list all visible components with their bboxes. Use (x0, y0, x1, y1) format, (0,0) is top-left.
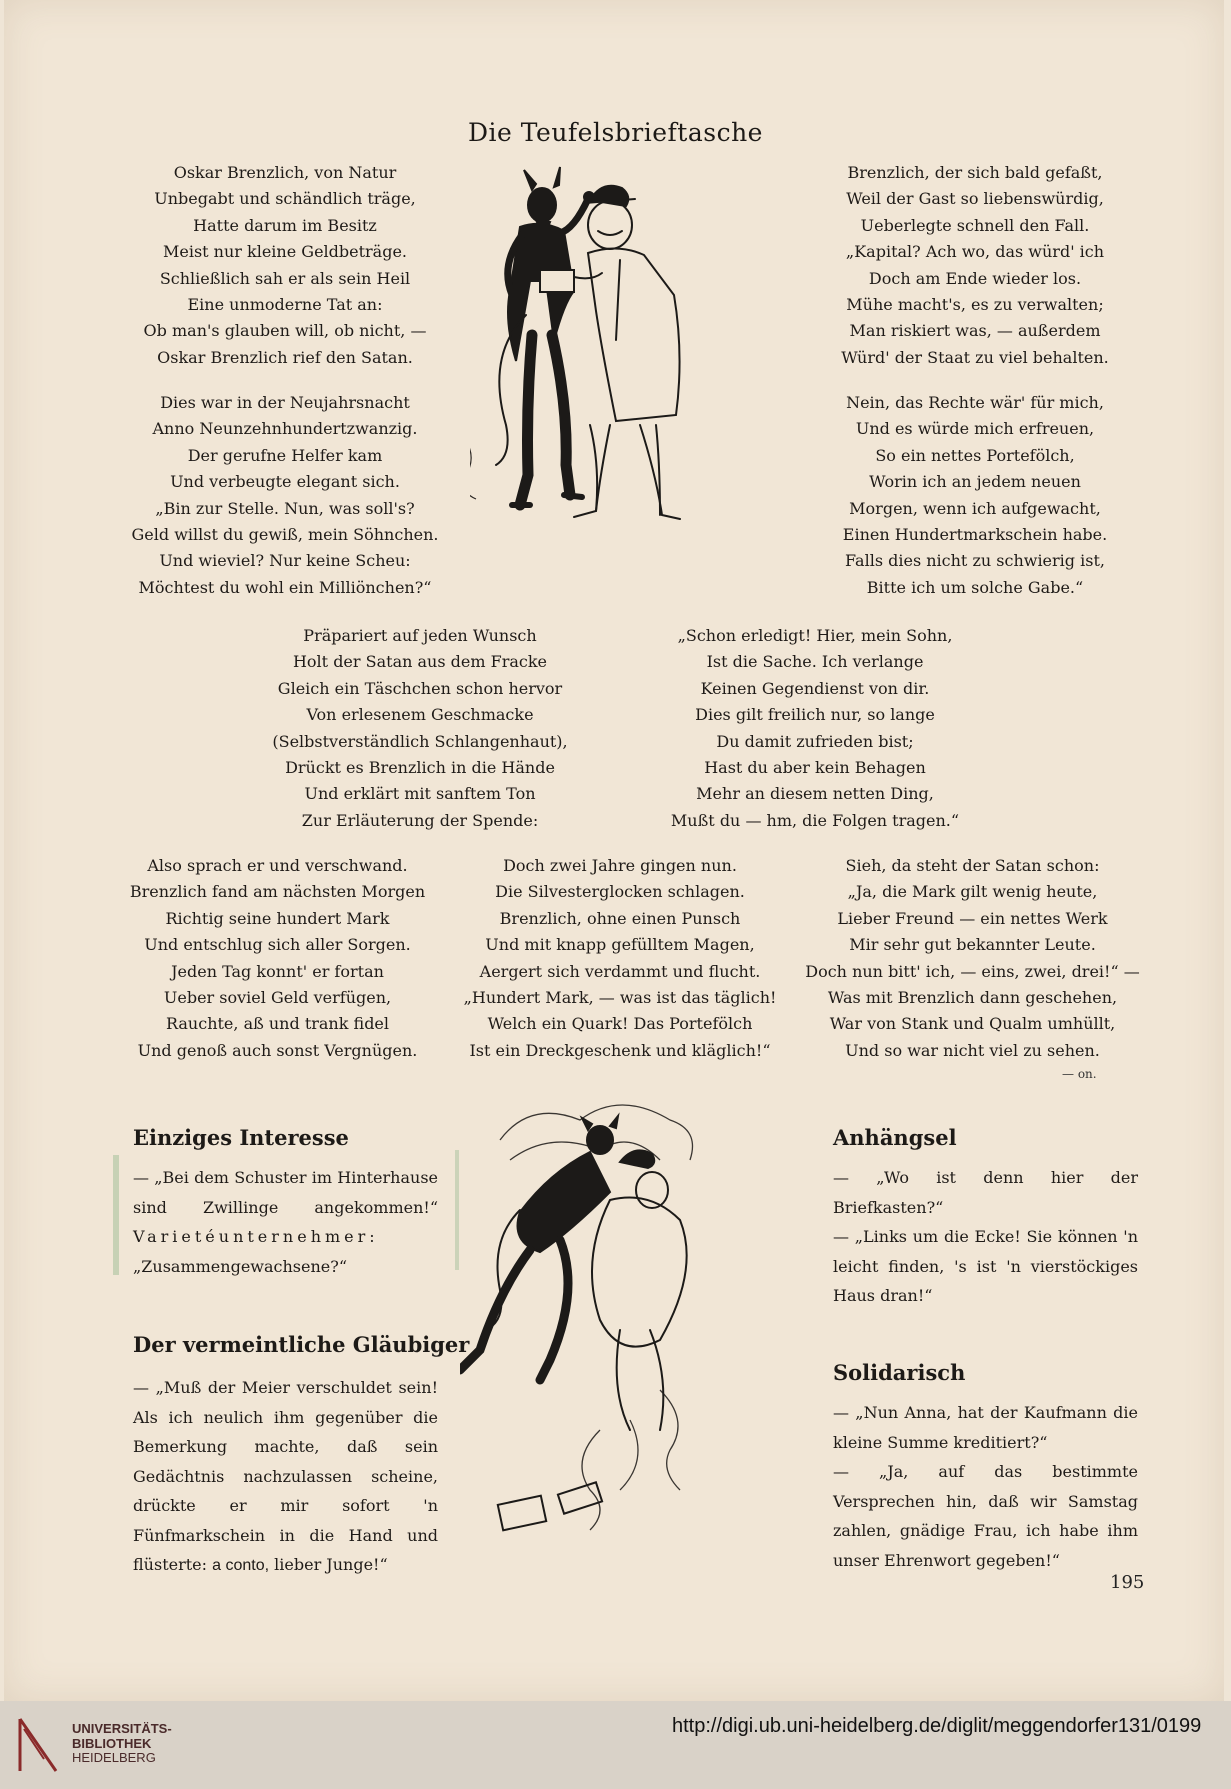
verse-line: „Ja, die Mark gilt wenig heute, (847, 882, 1098, 902)
page-title: Die Teufelsbrieftasche (468, 118, 763, 147)
verse-line: Mehr an diesem netten Ding, (696, 784, 934, 804)
stanza-mid-right (660, 623, 970, 834)
verse-line: Möchtest du wohl ein Milliönchen?“ (138, 577, 432, 597)
verse-line: Bitte ich um solche Gabe.“ (866, 577, 1084, 597)
library-name-line: BIBLIOTHEK (72, 1735, 152, 1751)
verse-line: Lieber Freund — ein nettes Werk (837, 908, 1108, 928)
verse-line: Rauchte, aß und trank fidel (165, 1014, 390, 1034)
verse-line: Man riskiert was, — außerdem (849, 321, 1101, 341)
verse-line: Und erklärt mit sanftem Ton (304, 784, 536, 804)
verse-line: Einen Hundertmarkschein habe. (842, 524, 1108, 544)
verse-line: „Kapital? Ach wo, das würd' ich (845, 242, 1105, 262)
verse-line: Oskar Brenzlich, von Natur (173, 163, 397, 182)
verse-line: Jeden Tag konnt' er fortan (171, 961, 384, 981)
paper-stain (113, 1155, 119, 1275)
verse-line: Geld willst du gewiß, mein Söhnchen. (131, 524, 439, 544)
verse-line: Brenzlich, der sich bald gefaßt, (847, 163, 1103, 182)
verse-line: Doch am Ende wieder los. (868, 268, 1082, 288)
verse-line: Unbegabt und schändlich träge, (154, 189, 416, 209)
verse-line: Mühe macht's, es zu verwalten; (846, 294, 1104, 314)
joke-line: — „Links um die Ecke! Sie können 'n leicht finden, 's ist 'n vierstöckiges Haus dran!“ (833, 1227, 1138, 1305)
verse-line: Dies gilt freilich nur, so lange (695, 705, 935, 725)
verse-line: Aergert sich verdammt und flucht. (479, 961, 761, 981)
verse-line: Und entschlug sich aller Sorgen. (144, 935, 411, 955)
verse-line: War von Stank und Qualm umhüllt, (829, 1014, 1116, 1034)
verse-line: Doch zwei Jahre gingen nun. (503, 856, 737, 875)
author-signature: — on. (1062, 1067, 1097, 1081)
verse-line: Hatte darum im Besitz (193, 215, 377, 235)
stanza-mid-left (270, 623, 570, 834)
joke-line: „Zusammengewachsene?“ (133, 1256, 347, 1276)
verse-line: Doch nun bitt' ich, — eins, zwei, drei!“ — (805, 961, 1140, 981)
verse-line: Und genoß auch sonst Vergnügen. (137, 1040, 418, 1060)
verse-line: So ein nettes Portefölch, (875, 445, 1075, 465)
verse-line: Und verbeugte elegant sich. (170, 472, 400, 492)
verse-line: Dies war in der Neujahrsnacht (160, 393, 410, 412)
verse-line: Und wieviel? Nur keine Scheu: (159, 551, 411, 571)
verse-line: Gleich ein Täschchen schon hervor (277, 678, 563, 698)
joke-solidarisch (833, 1398, 1138, 1575)
verse-line: Der gerufne Helfer kam (187, 445, 383, 465)
verse-line: Brenzlich fand am nächsten Morgen (129, 882, 426, 902)
verse-line: „Hundert Mark, — was ist das täglich! (463, 987, 777, 1007)
verse-line: Worin ich an jedem neuen (869, 472, 1081, 492)
devil-carries-brenzlich-illustration (460, 1090, 760, 1550)
stanza-left-2 (125, 390, 445, 601)
verse-line: Präpariert auf jeden Wunsch (303, 626, 537, 645)
library-name-line: UNIVERSITÄTS- (72, 1721, 172, 1736)
university-library-logo-icon (14, 1713, 62, 1775)
stanza-left-1 (125, 160, 445, 371)
joke-anhaengsel (833, 1163, 1138, 1311)
verse-line: „Schon erledigt! Hier, mein Sohn, (677, 626, 953, 645)
joke-line: lieber Junge!“ (274, 1555, 388, 1574)
verse-line: Sieh, da steht der Satan schon: (845, 856, 1100, 875)
verse-line: Ist die Sache. Ich verlange (706, 652, 924, 672)
library-name (72, 1722, 172, 1766)
verse-line: Und es würde mich erfreuen, (855, 419, 1095, 439)
verse-line: (Selbstverständlich Schlangenhaut), (272, 731, 568, 751)
stanza-bottom-1 (120, 853, 435, 1064)
paper-stain (455, 1150, 459, 1270)
verse-line: Eine unmoderne Tat an: (187, 294, 383, 314)
verse-line: Und so war nicht viel zu sehen. (845, 1040, 1100, 1060)
verse-line: Meist nur kleine Geldbeträge. (162, 242, 408, 262)
verse-line: Hast du aber kein Behagen (704, 757, 926, 777)
verse-line: Holt der Satan aus dem Fracke (292, 652, 548, 672)
verse-line: Falls dies nicht zu schwierig ist, (845, 551, 1105, 571)
joke-line: — „Ja, auf das bestimmte Versprechen hin, daß wir Samstag zahlen, gnädige Frau, ich habe ihm unser Ehrenwort gegeben!“ (833, 1462, 1138, 1570)
devil-and-brenzlich-illustration (470, 165, 790, 585)
heading-vermeintliche-glaeubiger: Der vermeintliche Gläubiger (133, 1332, 470, 1357)
verse-line: Morgen, wenn ich aufgewacht, (849, 498, 1101, 518)
verse-line: Du damit zufrieden bist; (716, 731, 914, 751)
heading-solidarisch: Solidarisch (833, 1360, 966, 1385)
joke-line: — „Muß der Meier verschuldet sein! Als ich neulich ihm gegenüber die Bemerkung machte, daß sein Gedächtnis nachzulassen scheine, drückte er mir sofort 'n Fünfmarkschein in die Hand und flüsterte: (133, 1378, 438, 1574)
verse-line: Zur Erläuterung der Spende: (301, 810, 539, 830)
verse-line: Brenzlich, ohne einen Punsch (499, 908, 741, 928)
verse-line: Nein, das Rechte wär' für mich, (846, 393, 1104, 412)
verse-line: Also sprach er und verschwand. (147, 856, 408, 875)
joke-einziges-interesse (133, 1163, 438, 1281)
verse-line: Richtig seine hundert Mark (165, 908, 390, 928)
verse-line: Was mit Brenzlich dann geschehen, (827, 987, 1118, 1007)
heading-einziges-interesse: Einziges Interesse (133, 1125, 349, 1150)
verse-line: Weil der Gast so liebenswürdig, (846, 189, 1104, 209)
speaker-label: Varietéunternehmer: (133, 1227, 379, 1246)
emphasis-text: a conto, (212, 1557, 270, 1574)
verse-line: Ist ein Dreckgeschenk und kläglich!“ (469, 1040, 771, 1060)
stanza-bottom-2 (455, 853, 785, 1064)
page-number: 195 (1110, 1572, 1145, 1593)
joke-line: — „Bei dem Schuster im Hinterhause sind Zwillinge angekommen!“ (133, 1168, 438, 1217)
verse-line: Drückt es Brenzlich in die Hände (285, 757, 555, 777)
source-url-link[interactable]: http://digi.ub.uni-heidelberg.de/diglit/meggendorfer131/0199 (672, 1715, 1202, 1737)
verse-line: Welch ein Quark! Das Portefölch (487, 1014, 753, 1034)
heading-anhaengsel: Anhängsel (833, 1125, 957, 1150)
verse-line: Ueber soviel Geld verfügen, (163, 987, 392, 1007)
verse-line: Ueberlegte schnell den Fall. (860, 215, 1090, 235)
verse-line: Oskar Brenzlich rief den Satan. (157, 347, 413, 367)
library-name-line: HEIDELBERG (72, 1750, 156, 1765)
verse-line: Mußt du — hm, die Folgen tragen.“ (670, 810, 960, 830)
verse-line: Schließlich sah er als sein Heil (159, 268, 411, 288)
verse-line: Anno Neunzehnhundertzwanzig. (152, 419, 418, 439)
joke-line: — „Wo ist denn hier der Briefkasten?“ (833, 1168, 1138, 1217)
stanza-right-2 (810, 390, 1140, 601)
stanza-bottom-3 (800, 853, 1145, 1064)
verse-line: Mir sehr gut bekannter Leute. (849, 935, 1096, 955)
verse-line: Keinen Gegendienst von dir. (700, 678, 930, 698)
verse-line: Die Silvesterglocken schlagen. (495, 882, 745, 902)
stanza-right-1 (810, 160, 1140, 371)
verse-line: „Bin zur Stelle. Nun, was soll's? (155, 498, 415, 518)
joke-line: — „Nun Anna, hat der Kaufmann die kleine Summe kreditiert?“ (833, 1403, 1138, 1452)
joke-vermeintliche-glaeubiger (133, 1373, 438, 1581)
verse-line: Und mit knapp gefülltem Magen, (485, 935, 755, 955)
verse-line: Von erlesenem Geschmacke (306, 705, 534, 725)
verse-line: Würd' der Staat zu viel behalten. (841, 347, 1109, 367)
verse-line: Ob man's glauben will, ob nicht, — (143, 321, 427, 341)
